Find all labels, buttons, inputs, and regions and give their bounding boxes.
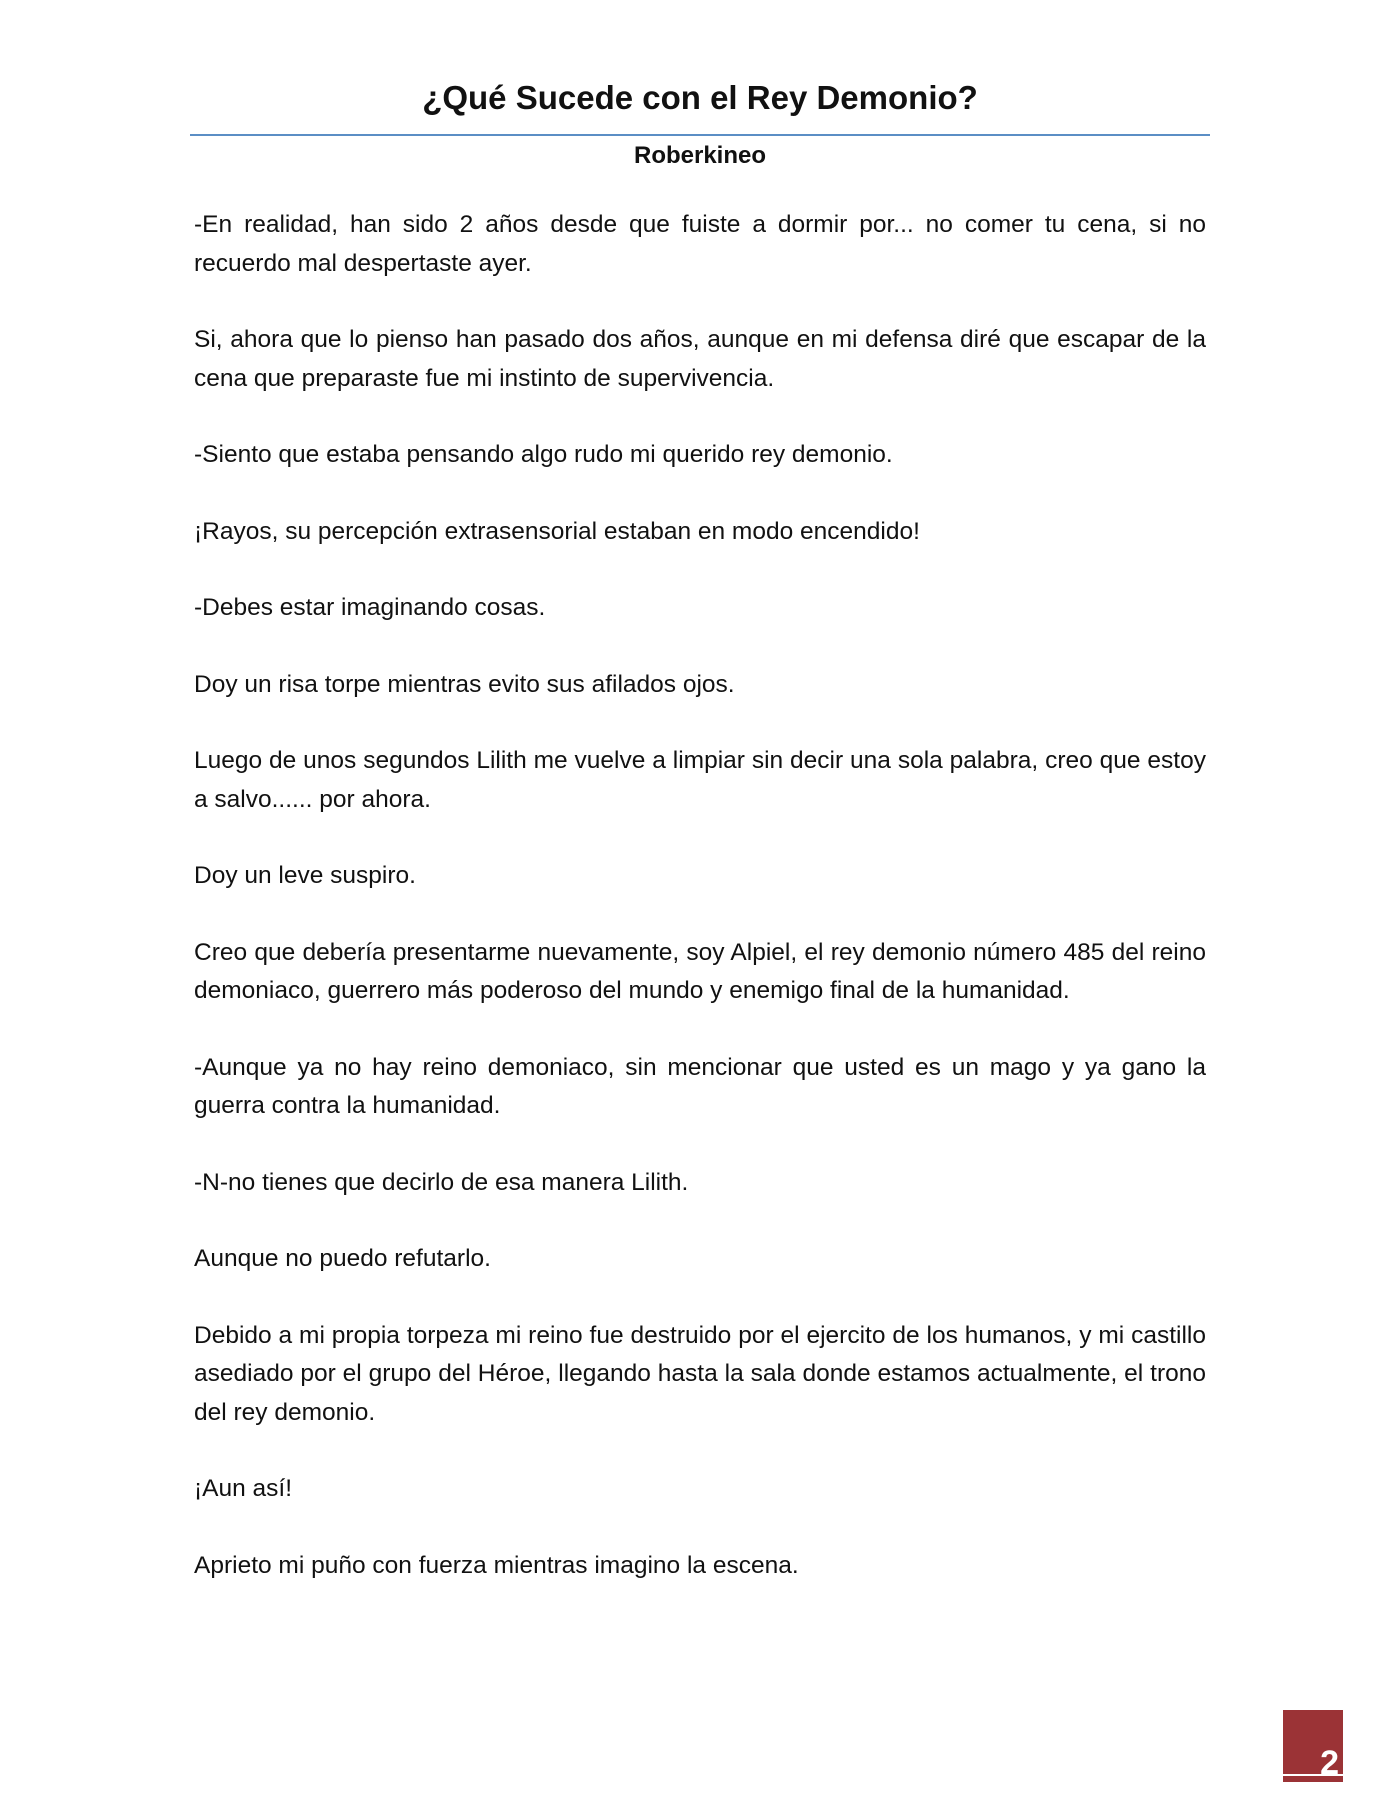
document-body — [194, 206, 1206, 1623]
page-number-badge — [1283, 1710, 1343, 1782]
paragraph: Doy un risa torpe mientras evito sus afilados ojos. — [194, 670, 735, 698]
paragraph: Creo que debería presentarme nuevamente, soy Alpiel, el rey demonio número 485 del reino demoniaco, guerrero más poderoso del mundo y enemigo final de la humanidad. — [194, 938, 1206, 1004]
paragraph: Aunque no puedo refutarlo. — [194, 1245, 491, 1272]
paragraph: -N-no tienes que decirlo de esa manera Lilith. — [194, 1168, 689, 1196]
paragraph: -Debes estar imaginando cosas. — [194, 594, 546, 621]
paragraph: Si, ahora que lo pienso han pasado dos años, aunque en mi defensa diré que escapar de la cena que preparaste fue mi instinto de supervivencia. — [194, 326, 1206, 392]
page-number-underline — [1283, 1774, 1343, 1776]
paragraph: -Siento que estaba pensando algo rudo mi querido rey demonio. — [194, 441, 893, 468]
paragraph: -Aunque ya no hay reino demoniaco, sin mencionar que usted es un mago y ya gano la guerra contra la humanidad. — [194, 1053, 1206, 1119]
author-name: Roberkineo — [633, 142, 767, 169]
paragraph: ¡Aun así! — [194, 1475, 293, 1502]
paragraph: Debido a mi propia torpeza mi reino fue destruido por el ejercito de los humanos, y mi castillo asediado por el grupo del Héroe, llegando hasta la sala donde estamos actualmente, el trono del rey demonio. — [194, 1321, 1206, 1426]
paragraph: ¡Rayos, su percepción extrasensorial estaban en modo encendido! — [194, 517, 920, 545]
page-title: ¿Qué Sucede con el Rey Demonio? — [422, 79, 978, 116]
paragraph: Doy un leve suspiro. — [194, 862, 416, 889]
paragraph: Luego de unos segundos Lilith me vuelve a limpiar sin decir una sola palabra, creo que estoy a salvo...... por ahora. — [194, 747, 1206, 813]
title-underline — [190, 134, 1210, 136]
page-number: 2 — [1320, 1744, 1339, 1782]
paragraph: -En realidad, han sido 2 años desde que fuiste a dormir por... no comer tu cena, si no recuerdo mal despertaste ayer. — [194, 211, 1206, 277]
paragraph: Aprieto mi puño con fuerza mientras imagino la escena. — [194, 1551, 799, 1579]
